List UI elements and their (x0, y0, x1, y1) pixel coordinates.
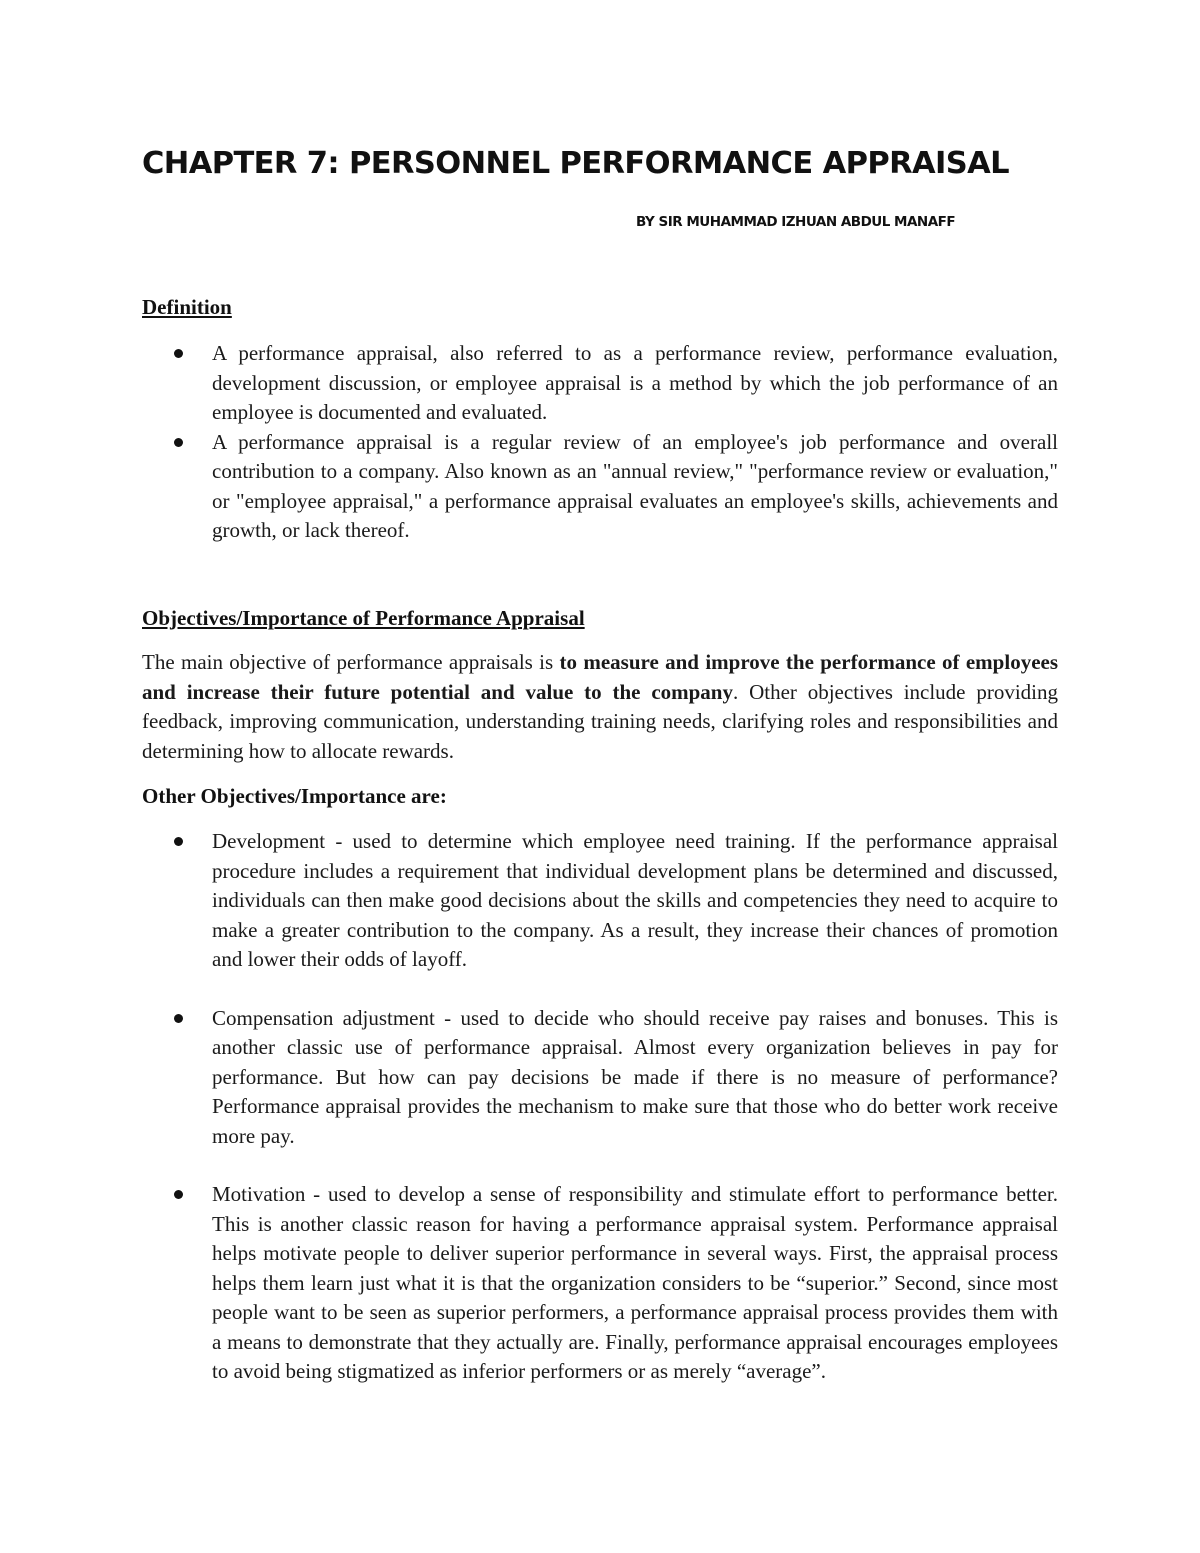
bullet-icon (174, 349, 183, 358)
other-objectives-heading: Other Objectives/Importance are: (142, 784, 447, 808)
author-line: BY SIR MUHAMMAD IZHUAN ABDUL MANAFF (636, 214, 956, 230)
other-objectives-list (142, 827, 1058, 1387)
objective-item-text: Compensation adjustment - used to decide who should receive pay raises and bonuses. This is another classic use of performance appraisal. Almost every organization believes in pay for performance. But how can pay decisions be made if there is no measure of performance? Performance appraisal provides the mechanism to make sure that those who do better work receive more pay. (212, 1005, 1058, 1148)
objectives-heading: Objectives/Importance of Performance Appraisal (142, 606, 585, 630)
definition-item-text: A performance appraisal, also referred to as a performance review, performance evaluation, development discussion, or employee appraisal is a method by which the job performance of an employee is documented and evaluated. (212, 341, 1058, 424)
definition-item (142, 428, 1058, 546)
bullet-icon (174, 1190, 183, 1199)
objectives-rest: . Other objectives include providing feedback, improving communication, understanding training needs, clarifying roles and responsibilities and determining how to allocate rewards. (142, 679, 1058, 763)
definition-list (142, 339, 1058, 546)
objectives-paragraph (142, 648, 1058, 766)
objective-item-motivation (142, 1180, 1058, 1387)
objective-item-text: Motivation - used to develop a sense of responsibility and stimulate effort to performance better. This is another classic reason for having a performance appraisal system. Performance appraisal helps motivate people to deliver superior performance in several ways. First, the appraisal process helps them learn just what it is that the organization considers to be “superior.” Second, since most people want to be seen as superior performers, a performance appraisal process provides them with a means to demonstrate that they actually are. Finally, performance appraisal encourages employees to avoid being stigmatized as inferior performers or as merely “average”. (212, 1182, 1058, 1383)
definition-item (142, 339, 1058, 428)
bullet-icon (174, 837, 183, 846)
definition-heading: Definition (142, 295, 232, 319)
bullet-icon (174, 438, 183, 447)
definition-item-text: A performance appraisal is a regular review of an employee's job performance and overall contribution to a company. Also known as an "annual review," "performance review or evaluation," or "employee appraisal," a performance appraisal evaluates an employee's skills, achievements and growth, or lack thereof. (212, 429, 1058, 542)
page-title: CHAPTER 7: PERSONNEL PERFORMANCE APPRAISAL (142, 146, 1009, 181)
objective-item-compensation (142, 1004, 1058, 1152)
objectives-emphasis: to measure and improve the performance of employees and increase their future potential and value to the company (142, 650, 1059, 704)
objective-item-text: Development - used to determine which employee need training. If the performance appraisal procedure includes a requirement that individual development plans be determined and discussed, individuals can then make good decisions about the skills and competencies they need to acquire to make a greater contribution to the company. As a result, they increase their chances of promotion and lower their odds of layoff. (212, 829, 1058, 971)
bullet-icon (174, 1014, 183, 1023)
objectives-intro: The main objective of performance appraisals is (142, 650, 560, 674)
objective-item-development (142, 827, 1058, 975)
